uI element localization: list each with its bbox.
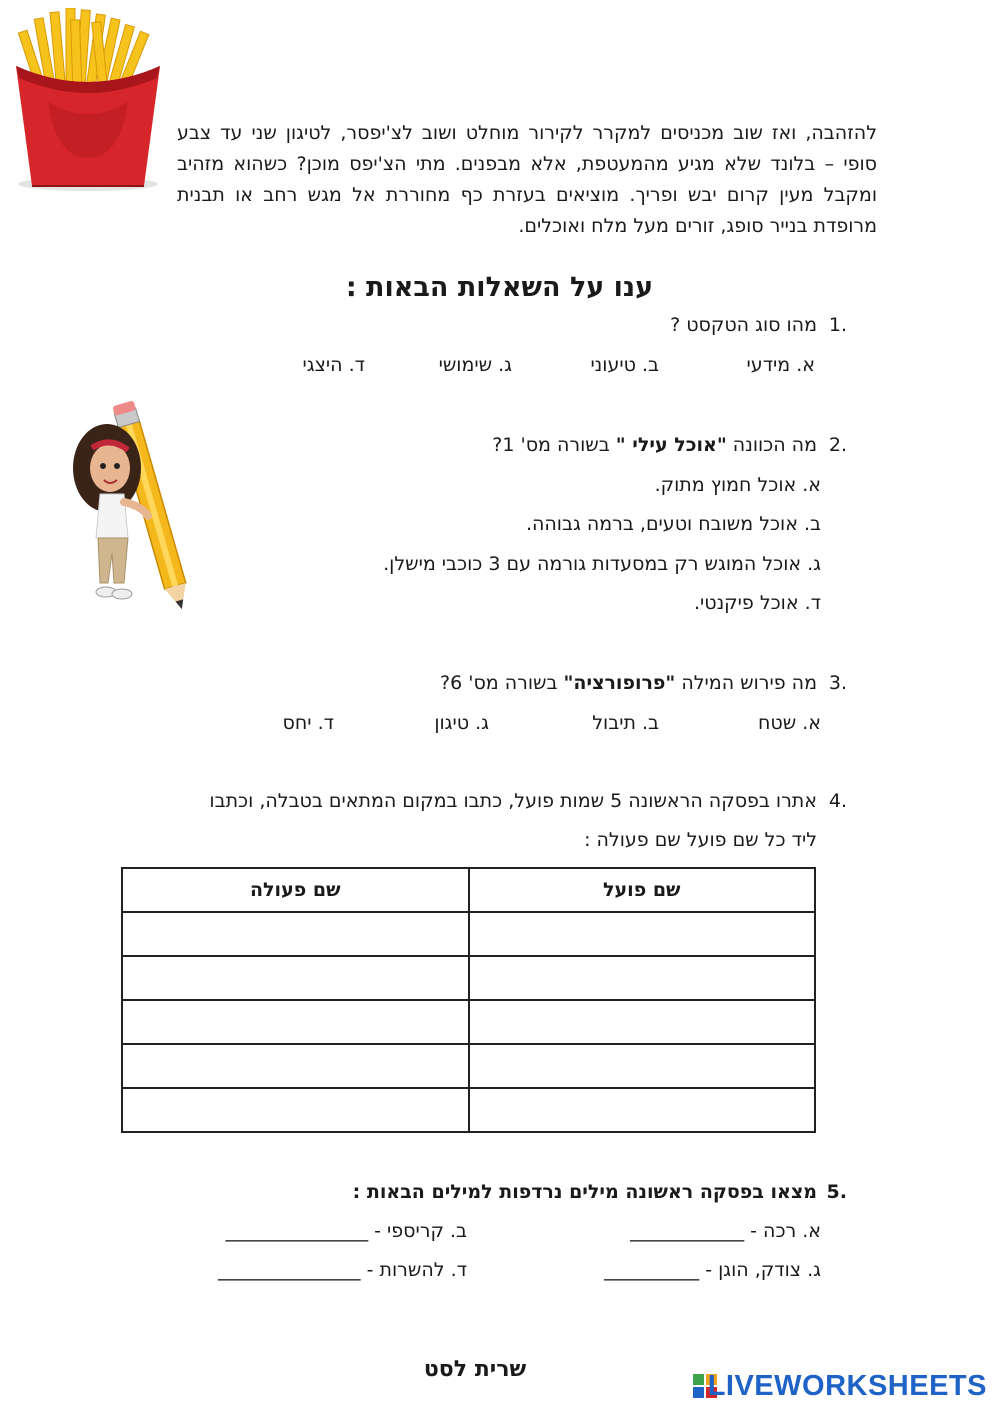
question-text-part: בשורה מס' 1? (492, 434, 616, 456)
text-paragraph: להזהבה, ואז שוב מכניסים למקרר לקירור מוחלט ושוב לצ'יפסר, לטיגון שני עד צבע סופי – בלונד שלא מגיע מהמעטפת, אלא מבפנים. מתי הצ'יפס מוכן? כשהוא מזהיב ומקבל מעין קרום יבש ופריך. מוציאים בעזרת כף מחוררת אל מגש רחב או תבנית מרופדת בנייר סופג, זורים מעל מלח ואוכלים. (177, 122, 877, 237)
synonym-item[interactable]: ג. צודק, הוגן - __________ (604, 1259, 821, 1281)
answer-option[interactable]: ב. אוכל משובח וטעים, ברמה גבוהה. (525, 513, 821, 535)
answer-option[interactable]: ד. היצגי (302, 354, 365, 376)
answer-cell[interactable] (469, 956, 816, 1000)
column-header-infinitive: שם פועל (469, 868, 816, 912)
girl-with-pencil-illustration (62, 398, 202, 618)
answer-cell[interactable] (469, 1044, 816, 1088)
table-row (122, 956, 815, 1000)
table-header-row (122, 868, 815, 912)
question-text-part: מה הכוונה (726, 434, 817, 456)
question-text-part: מה פירוש המילה (675, 672, 817, 694)
answer-option[interactable]: א. אוכל חמוץ מתוק. (654, 474, 821, 496)
table-row (122, 1088, 815, 1132)
answer-option[interactable]: ד. אוכל פיקנטי. (693, 592, 821, 614)
answer-option[interactable]: ג. טיגון (434, 712, 489, 734)
answer-cell[interactable] (469, 1088, 816, 1132)
answer-option[interactable]: ב. טיעוני (590, 354, 659, 376)
questions-heading: ענו על השאלות הבאות : (345, 272, 654, 303)
question-number: 2. (828, 434, 847, 456)
question-text (492, 434, 817, 456)
question-number: 5. (826, 1181, 847, 1203)
synonym-item[interactable]: א. רכה - ____________ (630, 1220, 821, 1242)
column-header-action-noun: שם פעולה (122, 868, 469, 912)
synonym-item[interactable]: ב. קריספי - _______________ (225, 1220, 467, 1242)
question-number: 3. (828, 672, 847, 694)
question-number: 1. (828, 314, 847, 336)
answer-cell[interactable] (122, 1088, 469, 1132)
answer-option[interactable]: ג. אוכל המוגש רק במסעדות גורמה עם 3 כוכבי מישלן. (383, 553, 821, 575)
answer-cell[interactable] (469, 1000, 816, 1044)
answer-cell[interactable] (122, 956, 469, 1000)
question-text: מצאו בפסקה ראשונה מילים נרדפות למילים הבאות : (352, 1181, 817, 1203)
quoted-term: "פרופורציה" (563, 672, 676, 694)
question-text: מהו סוג הטקסט ? (670, 314, 817, 336)
question-text: ליד כל שם פועל שם פעולה : (584, 829, 817, 851)
answer-cell[interactable] (469, 912, 816, 956)
answer-cell[interactable] (122, 912, 469, 956)
verbs-table (121, 867, 816, 1133)
table-row (122, 912, 815, 956)
question-text (440, 672, 817, 694)
liveworksheets-brand: LIVEWORKSHEETS (707, 1370, 987, 1402)
answer-option[interactable]: א. שטח (758, 712, 821, 734)
answer-cell[interactable] (122, 1000, 469, 1044)
quoted-term: "אוכל עילי " (615, 434, 727, 456)
synonym-item[interactable]: ד. להשרות - _______________ (218, 1259, 467, 1281)
question-text: אתרו בפסקה הראשונה 5 שמות פועל, כתבו במקום המתאים בטבלה, וכתבו (209, 790, 817, 812)
table-row (122, 1044, 815, 1088)
author-name: שרית לסט (423, 1357, 527, 1382)
answer-option[interactable]: ג. שימושי (438, 354, 512, 376)
answer-option[interactable]: ב. תיבול (592, 712, 659, 734)
question-text-part: בשורה מס' 6? (440, 672, 564, 694)
table-row (122, 1000, 815, 1044)
answer-option[interactable]: א. מידעי (746, 354, 815, 376)
french-fries-illustration (8, 8, 168, 193)
answer-cell[interactable] (122, 1044, 469, 1088)
question-number: 4. (828, 790, 847, 812)
answer-option[interactable]: ד. יחס (282, 712, 334, 734)
